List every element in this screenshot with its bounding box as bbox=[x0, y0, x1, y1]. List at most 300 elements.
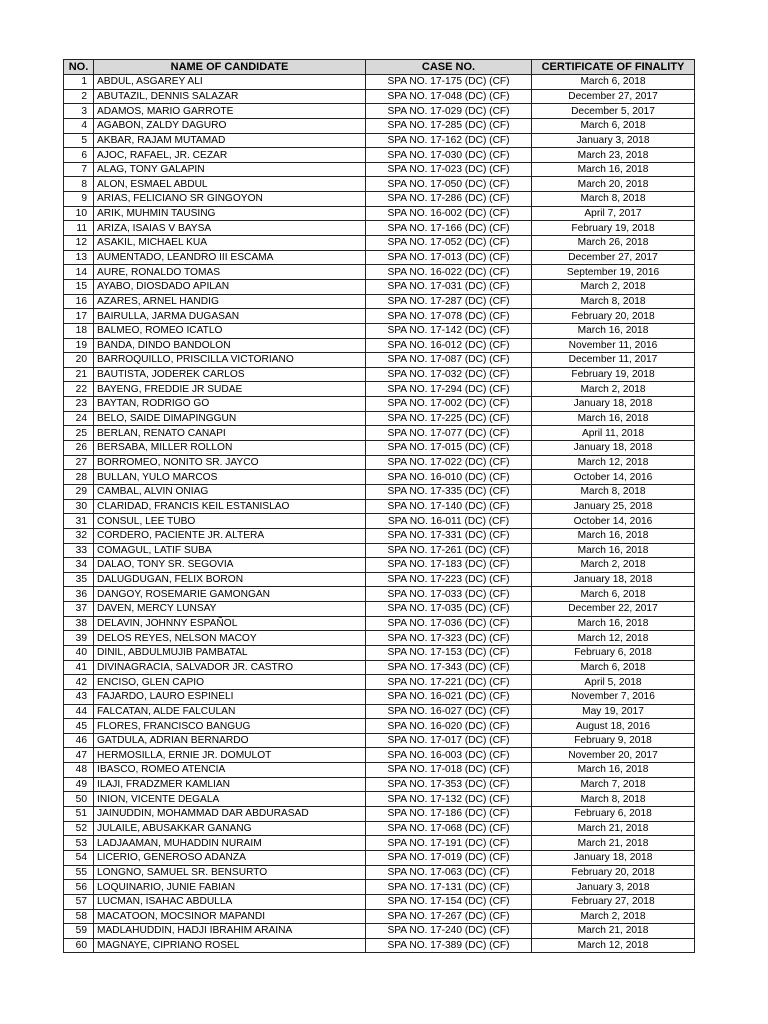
candidate-table bbox=[63, 59, 695, 953]
table-row bbox=[64, 236, 695, 251]
header-no: NO. bbox=[64, 60, 94, 75]
row-number: 15 bbox=[64, 279, 94, 294]
row-number: 31 bbox=[64, 514, 94, 529]
table-row bbox=[64, 558, 695, 573]
candidate-name: BAUTISTA, JODEREK CARLOS bbox=[94, 367, 366, 382]
candidate-name: AKBAR, RAJAM MUTAMAD bbox=[94, 133, 366, 148]
case-number: SPA NO. 17-131 (DC) (CF) bbox=[366, 880, 532, 895]
row-number: 39 bbox=[64, 631, 94, 646]
table-row bbox=[64, 382, 695, 397]
case-number: SPA NO. 17-023 (DC) (CF) bbox=[366, 162, 532, 177]
certificate-date: December 27, 2017 bbox=[532, 250, 695, 265]
table-row bbox=[64, 821, 695, 836]
candidate-name: BORROMEO, NONITO SR. JAYCO bbox=[94, 455, 366, 470]
header-row bbox=[64, 60, 695, 75]
certificate-date: March 8, 2018 bbox=[532, 484, 695, 499]
case-number: SPA NO. 17-323 (DC) (CF) bbox=[366, 631, 532, 646]
table-row bbox=[64, 689, 695, 704]
case-number: SPA NO. 17-183 (DC) (CF) bbox=[366, 558, 532, 573]
row-number: 57 bbox=[64, 894, 94, 909]
table-row bbox=[64, 397, 695, 412]
candidate-name: DANGOY, ROSEMARIE GAMONGAN bbox=[94, 587, 366, 602]
certificate-date: March 16, 2018 bbox=[532, 763, 695, 778]
certificate-date: March 8, 2018 bbox=[532, 792, 695, 807]
table-row bbox=[64, 514, 695, 529]
table-row bbox=[64, 704, 695, 719]
certificate-date: December 5, 2017 bbox=[532, 104, 695, 119]
row-number: 25 bbox=[64, 426, 94, 441]
row-number: 9 bbox=[64, 192, 94, 207]
case-number: SPA NO. 17-015 (DC) (CF) bbox=[366, 441, 532, 456]
case-number: SPA NO. 17-335 (DC) (CF) bbox=[366, 484, 532, 499]
case-number: SPA NO. 17-033 (DC) (CF) bbox=[366, 587, 532, 602]
header-cert: CERTIFICATE OF FINALITY bbox=[532, 60, 695, 75]
certificate-date: March 16, 2018 bbox=[532, 528, 695, 543]
candidate-name: DELAVIN, JOHNNY ESPAÑOL bbox=[94, 616, 366, 631]
case-number: SPA NO. 16-011 (DC) (CF) bbox=[366, 514, 532, 529]
candidate-name: CAMBAL, ALVIN ONIAG bbox=[94, 484, 366, 499]
row-number: 12 bbox=[64, 236, 94, 251]
case-number: SPA NO. 17-191 (DC) (CF) bbox=[366, 836, 532, 851]
certificate-date: January 18, 2018 bbox=[532, 397, 695, 412]
candidate-name: ASAKIL, MICHAEL KUA bbox=[94, 236, 366, 251]
table-row bbox=[64, 792, 695, 807]
table-row bbox=[64, 148, 695, 163]
certificate-date: December 27, 2017 bbox=[532, 89, 695, 104]
row-number: 33 bbox=[64, 543, 94, 558]
certificate-date: March 2, 2018 bbox=[532, 279, 695, 294]
certificate-date: October 14, 2016 bbox=[532, 514, 695, 529]
case-number: SPA NO. 17-225 (DC) (CF) bbox=[366, 411, 532, 426]
row-number: 4 bbox=[64, 118, 94, 133]
row-number: 16 bbox=[64, 294, 94, 309]
row-number: 28 bbox=[64, 470, 94, 485]
case-number: SPA NO. 17-132 (DC) (CF) bbox=[366, 792, 532, 807]
table-row bbox=[64, 353, 695, 368]
candidate-name: AJOC, RAFAEL, JR. CEZAR bbox=[94, 148, 366, 163]
row-number: 46 bbox=[64, 733, 94, 748]
table-row bbox=[64, 894, 695, 909]
row-number: 44 bbox=[64, 704, 94, 719]
candidate-name: JULAILE, ABUSAKKAR GANANG bbox=[94, 821, 366, 836]
table-row bbox=[64, 206, 695, 221]
candidate-name: ENCISO, GLEN CAPIO bbox=[94, 675, 366, 690]
candidate-name: ARIZA, ISAIAS V BAYSA bbox=[94, 221, 366, 236]
table-row bbox=[64, 631, 695, 646]
candidate-name: BELO, SAIDE DIMAPINGGUN bbox=[94, 411, 366, 426]
case-number: SPA NO. 17-019 (DC) (CF) bbox=[366, 850, 532, 865]
case-number: SPA NO. 17-286 (DC) (CF) bbox=[366, 192, 532, 207]
certificate-date: March 16, 2018 bbox=[532, 411, 695, 426]
candidate-name: AGABON, ZALDY DAGURO bbox=[94, 118, 366, 133]
candidate-name: GATDULA, ADRIAN BERNARDO bbox=[94, 733, 366, 748]
candidate-name: ADAMOS, MARIO GARROTE bbox=[94, 104, 366, 119]
case-number: SPA NO. 17-050 (DC) (CF) bbox=[366, 177, 532, 192]
table-row bbox=[64, 75, 695, 90]
table-row bbox=[64, 411, 695, 426]
certificate-date: March 6, 2018 bbox=[532, 660, 695, 675]
certificate-date: March 7, 2018 bbox=[532, 777, 695, 792]
certificate-date: November 7, 2016 bbox=[532, 689, 695, 704]
candidate-name: DELOS REYES, NELSON MACOY bbox=[94, 631, 366, 646]
certificate-date: January 3, 2018 bbox=[532, 880, 695, 895]
row-number: 27 bbox=[64, 455, 94, 470]
candidate-name: AYABO, DIOSDADO APILAN bbox=[94, 279, 366, 294]
row-number: 3 bbox=[64, 104, 94, 119]
case-number: SPA NO. 16-010 (DC) (CF) bbox=[366, 470, 532, 485]
row-number: 47 bbox=[64, 748, 94, 763]
candidate-name: FAJARDO, LAURO ESPINELI bbox=[94, 689, 366, 704]
certificate-date: December 11, 2017 bbox=[532, 353, 695, 368]
table-row bbox=[64, 221, 695, 236]
row-number: 8 bbox=[64, 177, 94, 192]
certificate-date: October 14, 2016 bbox=[532, 470, 695, 485]
certificate-date: March 16, 2018 bbox=[532, 162, 695, 177]
case-number: SPA NO. 17-036 (DC) (CF) bbox=[366, 616, 532, 631]
certificate-date: January 18, 2018 bbox=[532, 441, 695, 456]
case-number: SPA NO. 17-002 (DC) (CF) bbox=[366, 397, 532, 412]
certificate-date: April 5, 2018 bbox=[532, 675, 695, 690]
table-row bbox=[64, 265, 695, 280]
case-number: SPA NO. 17-261 (DC) (CF) bbox=[366, 543, 532, 558]
case-number: SPA NO. 17-068 (DC) (CF) bbox=[366, 821, 532, 836]
row-number: 59 bbox=[64, 924, 94, 939]
row-number: 56 bbox=[64, 880, 94, 895]
table-row bbox=[64, 470, 695, 485]
table-row bbox=[64, 602, 695, 617]
table-row bbox=[64, 118, 695, 133]
certificate-date: February 6, 2018 bbox=[532, 807, 695, 822]
row-number: 10 bbox=[64, 206, 94, 221]
candidate-name: DIVINAGRACIA, SALVADOR JR. CASTRO bbox=[94, 660, 366, 675]
row-number: 54 bbox=[64, 850, 94, 865]
row-number: 45 bbox=[64, 719, 94, 734]
candidate-name: CONSUL, LEE TUBO bbox=[94, 514, 366, 529]
candidate-name: JAINUDDIN, MOHAMMAD DAR ABDURASAD bbox=[94, 807, 366, 822]
table-row bbox=[64, 807, 695, 822]
table-row bbox=[64, 616, 695, 631]
case-number: SPA NO. 17-267 (DC) (CF) bbox=[366, 909, 532, 924]
certificate-date: March 12, 2018 bbox=[532, 938, 695, 953]
candidate-name: ARIK, MUHMIN TAUSING bbox=[94, 206, 366, 221]
candidate-name: LADJAAMAN, MUHADDIN NURAIM bbox=[94, 836, 366, 851]
certificate-date: March 6, 2018 bbox=[532, 118, 695, 133]
row-number: 42 bbox=[64, 675, 94, 690]
row-number: 29 bbox=[64, 484, 94, 499]
table-row bbox=[64, 763, 695, 778]
row-number: 51 bbox=[64, 807, 94, 822]
case-number: SPA NO. 17-063 (DC) (CF) bbox=[366, 865, 532, 880]
candidate-name: LONGNO, SAMUEL SR. BENSURTO bbox=[94, 865, 366, 880]
case-number: SPA NO. 17-186 (DC) (CF) bbox=[366, 807, 532, 822]
table-row bbox=[64, 924, 695, 939]
table-row bbox=[64, 162, 695, 177]
candidate-name: ABUTAZIL, DENNIS SALAZAR bbox=[94, 89, 366, 104]
table-row bbox=[64, 250, 695, 265]
candidate-name: DAVEN, MERCY LUNSAY bbox=[94, 602, 366, 617]
table-row bbox=[64, 543, 695, 558]
table-row bbox=[64, 587, 695, 602]
table-row bbox=[64, 675, 695, 690]
case-number: SPA NO. 16-021 (DC) (CF) bbox=[366, 689, 532, 704]
table-row bbox=[64, 777, 695, 792]
row-number: 19 bbox=[64, 338, 94, 353]
candidate-name: AZARES, ARNEL HANDIG bbox=[94, 294, 366, 309]
case-number: SPA NO. 17-032 (DC) (CF) bbox=[366, 367, 532, 382]
row-number: 17 bbox=[64, 309, 94, 324]
candidate-name: BULLAN, YULO MARCOS bbox=[94, 470, 366, 485]
row-number: 24 bbox=[64, 411, 94, 426]
certificate-date: September 19, 2016 bbox=[532, 265, 695, 280]
row-number: 38 bbox=[64, 616, 94, 631]
candidate-name: DALUGDUGAN, FELIX BORON bbox=[94, 572, 366, 587]
candidate-name: DINIL, ABDULMUJIB PAMBATAL bbox=[94, 645, 366, 660]
row-number: 26 bbox=[64, 441, 94, 456]
case-number: SPA NO. 17-022 (DC) (CF) bbox=[366, 455, 532, 470]
table-row bbox=[64, 836, 695, 851]
row-number: 32 bbox=[64, 528, 94, 543]
case-number: SPA NO. 17-389 (DC) (CF) bbox=[366, 938, 532, 953]
row-number: 34 bbox=[64, 558, 94, 573]
row-number: 21 bbox=[64, 367, 94, 382]
row-number: 5 bbox=[64, 133, 94, 148]
case-number: SPA NO. 17-077 (DC) (CF) bbox=[366, 426, 532, 441]
row-number: 37 bbox=[64, 602, 94, 617]
candidate-name: ARIAS, FELICIANO SR GINGOYON bbox=[94, 192, 366, 207]
case-number: SPA NO. 17-175 (DC) (CF) bbox=[366, 75, 532, 90]
table-row bbox=[64, 528, 695, 543]
table-row bbox=[64, 733, 695, 748]
candidate-name: LOQUINARIO, JUNIE FABIAN bbox=[94, 880, 366, 895]
table-row bbox=[64, 192, 695, 207]
row-number: 41 bbox=[64, 660, 94, 675]
certificate-date: January 3, 2018 bbox=[532, 133, 695, 148]
certificate-date: March 21, 2018 bbox=[532, 836, 695, 851]
table-header bbox=[64, 60, 695, 75]
certificate-date: March 16, 2018 bbox=[532, 543, 695, 558]
certificate-date: December 22, 2017 bbox=[532, 602, 695, 617]
table-row bbox=[64, 499, 695, 514]
case-number: SPA NO. 16-012 (DC) (CF) bbox=[366, 338, 532, 353]
certificate-date: March 8, 2018 bbox=[532, 192, 695, 207]
case-number: SPA NO. 17-018 (DC) (CF) bbox=[366, 763, 532, 778]
row-number: 48 bbox=[64, 763, 94, 778]
table-row bbox=[64, 426, 695, 441]
candidate-name: ABDUL, ASGAREY ALI bbox=[94, 75, 366, 90]
certificate-date: August 18, 2016 bbox=[532, 719, 695, 734]
row-number: 6 bbox=[64, 148, 94, 163]
certificate-date: March 23, 2018 bbox=[532, 148, 695, 163]
row-number: 52 bbox=[64, 821, 94, 836]
row-number: 55 bbox=[64, 865, 94, 880]
candidate-name: AURE, RONALDO TOMAS bbox=[94, 265, 366, 280]
certificate-date: March 21, 2018 bbox=[532, 821, 695, 836]
case-number: SPA NO. 16-020 (DC) (CF) bbox=[366, 719, 532, 734]
case-number: SPA NO. 17-030 (DC) (CF) bbox=[366, 148, 532, 163]
table-row bbox=[64, 850, 695, 865]
case-number: SPA NO. 17-087 (DC) (CF) bbox=[366, 353, 532, 368]
row-number: 30 bbox=[64, 499, 94, 514]
row-number: 1 bbox=[64, 75, 94, 90]
candidate-name: ALAG, TONY GALAPIN bbox=[94, 162, 366, 177]
row-number: 23 bbox=[64, 397, 94, 412]
header-case: CASE NO. bbox=[366, 60, 532, 75]
table-row bbox=[64, 104, 695, 119]
candidate-name: LUCMAN, ISAHAC ABDULLA bbox=[94, 894, 366, 909]
case-number: SPA NO. 17-223 (DC) (CF) bbox=[366, 572, 532, 587]
certificate-date: March 8, 2018 bbox=[532, 294, 695, 309]
table-row bbox=[64, 367, 695, 382]
candidate-name: COMAGUL, LATIF SUBA bbox=[94, 543, 366, 558]
candidate-name: HERMOSILLA, ERNIE JR. DOMULOT bbox=[94, 748, 366, 763]
candidate-name: FLORES, FRANCISCO BANGUG bbox=[94, 719, 366, 734]
candidate-name: MADLAHUDDIN, HADJI IBRAHIM ARAINA bbox=[94, 924, 366, 939]
row-number: 14 bbox=[64, 265, 94, 280]
case-number: SPA NO. 16-003 (DC) (CF) bbox=[366, 748, 532, 763]
row-number: 13 bbox=[64, 250, 94, 265]
certificate-date: February 6, 2018 bbox=[532, 645, 695, 660]
table-row bbox=[64, 645, 695, 660]
table-row bbox=[64, 484, 695, 499]
case-number: SPA NO. 16-022 (DC) (CF) bbox=[366, 265, 532, 280]
case-number: SPA NO. 17-221 (DC) (CF) bbox=[366, 675, 532, 690]
case-number: SPA NO. 17-240 (DC) (CF) bbox=[366, 924, 532, 939]
case-number: SPA NO. 17-294 (DC) (CF) bbox=[366, 382, 532, 397]
certificate-date: March 6, 2018 bbox=[532, 587, 695, 602]
row-number: 18 bbox=[64, 323, 94, 338]
row-number: 43 bbox=[64, 689, 94, 704]
certificate-date: May 19, 2017 bbox=[532, 704, 695, 719]
case-number: SPA NO. 17-166 (DC) (CF) bbox=[366, 221, 532, 236]
table-row bbox=[64, 279, 695, 294]
certificate-date: March 16, 2018 bbox=[532, 616, 695, 631]
case-number: SPA NO. 17-353 (DC) (CF) bbox=[366, 777, 532, 792]
row-number: 7 bbox=[64, 162, 94, 177]
candidate-name: BAYTAN, RODRIGO GO bbox=[94, 397, 366, 412]
case-number: SPA NO. 17-154 (DC) (CF) bbox=[366, 894, 532, 909]
header-name: NAME OF CANDIDATE bbox=[94, 60, 366, 75]
case-number: SPA NO. 17-048 (DC) (CF) bbox=[366, 89, 532, 104]
case-number: SPA NO. 17-052 (DC) (CF) bbox=[366, 236, 532, 251]
case-number: SPA NO. 17-285 (DC) (CF) bbox=[366, 118, 532, 133]
certificate-date: March 21, 2018 bbox=[532, 924, 695, 939]
case-number: SPA NO. 17-017 (DC) (CF) bbox=[366, 733, 532, 748]
candidate-name: MAGNAYE, CIPRIANO ROSEL bbox=[94, 938, 366, 953]
row-number: 22 bbox=[64, 382, 94, 397]
certificate-date: February 20, 2018 bbox=[532, 309, 695, 324]
certificate-date: March 12, 2018 bbox=[532, 455, 695, 470]
row-number: 40 bbox=[64, 645, 94, 660]
candidate-name: FALCATAN, ALDE FALCULAN bbox=[94, 704, 366, 719]
candidate-name: DALAO, TONY SR. SEGOVIA bbox=[94, 558, 366, 573]
certificate-date: January 18, 2018 bbox=[532, 572, 695, 587]
case-number: SPA NO. 17-078 (DC) (CF) bbox=[366, 309, 532, 324]
certificate-date: March 2, 2018 bbox=[532, 382, 695, 397]
row-number: 53 bbox=[64, 836, 94, 851]
certificate-date: March 2, 2018 bbox=[532, 909, 695, 924]
case-number: SPA NO. 17-162 (DC) (CF) bbox=[366, 133, 532, 148]
table-row bbox=[64, 294, 695, 309]
certificate-date: April 11, 2018 bbox=[532, 426, 695, 441]
table-row bbox=[64, 719, 695, 734]
candidate-name: BERLAN, RENATO CANAPI bbox=[94, 426, 366, 441]
row-number: 60 bbox=[64, 938, 94, 953]
candidate-name: CLARIDAD, FRANCIS KEIL ESTANISLAO bbox=[94, 499, 366, 514]
candidate-name: BERSABA, MILLER ROLLON bbox=[94, 441, 366, 456]
table-row bbox=[64, 309, 695, 324]
candidate-name: AUMENTADO, LEANDRO III ESCAMA bbox=[94, 250, 366, 265]
case-number: SPA NO. 17-287 (DC) (CF) bbox=[366, 294, 532, 309]
candidate-name: ILAJI, FRADZMER KAMLIAN bbox=[94, 777, 366, 792]
case-number: SPA NO. 17-029 (DC) (CF) bbox=[366, 104, 532, 119]
row-number: 49 bbox=[64, 777, 94, 792]
certificate-date: March 12, 2018 bbox=[532, 631, 695, 646]
certificate-date: February 9, 2018 bbox=[532, 733, 695, 748]
table-body bbox=[64, 75, 695, 953]
certificate-date: February 19, 2018 bbox=[532, 221, 695, 236]
candidate-name: BANDA, DINDO BANDOLON bbox=[94, 338, 366, 353]
candidate-name: MACATOON, MOCSINOR MAPANDI bbox=[94, 909, 366, 924]
certificate-date: November 11, 2016 bbox=[532, 338, 695, 353]
row-number: 50 bbox=[64, 792, 94, 807]
table-row bbox=[64, 572, 695, 587]
candidate-name: CORDERO, PACIENTE JR. ALTERA bbox=[94, 528, 366, 543]
case-number: SPA NO. 16-027 (DC) (CF) bbox=[366, 704, 532, 719]
case-number: SPA NO. 17-140 (DC) (CF) bbox=[366, 499, 532, 514]
case-number: SPA NO. 17-035 (DC) (CF) bbox=[366, 602, 532, 617]
candidate-name: INION, VICENTE DEGALA bbox=[94, 792, 366, 807]
certificate-date: February 27, 2018 bbox=[532, 894, 695, 909]
table-row bbox=[64, 441, 695, 456]
table-row bbox=[64, 338, 695, 353]
table-row bbox=[64, 938, 695, 953]
certificate-date: January 25, 2018 bbox=[532, 499, 695, 514]
table-row bbox=[64, 748, 695, 763]
table-row bbox=[64, 455, 695, 470]
case-number: SPA NO. 17-013 (DC) (CF) bbox=[366, 250, 532, 265]
table-row bbox=[64, 133, 695, 148]
case-number: SPA NO. 17-331 (DC) (CF) bbox=[366, 528, 532, 543]
table-row bbox=[64, 880, 695, 895]
candidate-name: IBASCO, ROMEO ATENCIA bbox=[94, 763, 366, 778]
candidate-name: ALON, ESMAEL ABDUL bbox=[94, 177, 366, 192]
row-number: 2 bbox=[64, 89, 94, 104]
table-row bbox=[64, 660, 695, 675]
row-number: 11 bbox=[64, 221, 94, 236]
table-row bbox=[64, 89, 695, 104]
table-row bbox=[64, 177, 695, 192]
case-number: SPA NO. 17-031 (DC) (CF) bbox=[366, 279, 532, 294]
certificate-date: April 7, 2017 bbox=[532, 206, 695, 221]
row-number: 20 bbox=[64, 353, 94, 368]
certificate-date: January 18, 2018 bbox=[532, 850, 695, 865]
case-number: SPA NO. 17-153 (DC) (CF) bbox=[366, 645, 532, 660]
certificate-date: March 20, 2018 bbox=[532, 177, 695, 192]
certificate-date: November 20, 2017 bbox=[532, 748, 695, 763]
certificate-date: February 19, 2018 bbox=[532, 367, 695, 382]
certificate-date: February 20, 2018 bbox=[532, 865, 695, 880]
candidate-name: BAYENG, FREDDIE JR SUDAE bbox=[94, 382, 366, 397]
row-number: 36 bbox=[64, 587, 94, 602]
candidate-name: BARROQUILLO, PRISCILLA VICTORIANO bbox=[94, 353, 366, 368]
candidate-name: BALMEO, ROMEO ICATLO bbox=[94, 323, 366, 338]
row-number: 58 bbox=[64, 909, 94, 924]
certificate-date: March 2, 2018 bbox=[532, 558, 695, 573]
case-number: SPA NO. 17-343 (DC) (CF) bbox=[366, 660, 532, 675]
certificate-date: March 26, 2018 bbox=[532, 236, 695, 251]
candidate-name: LICERIO, GENEROSO ADANZA bbox=[94, 850, 366, 865]
certificate-date: March 6, 2018 bbox=[532, 75, 695, 90]
